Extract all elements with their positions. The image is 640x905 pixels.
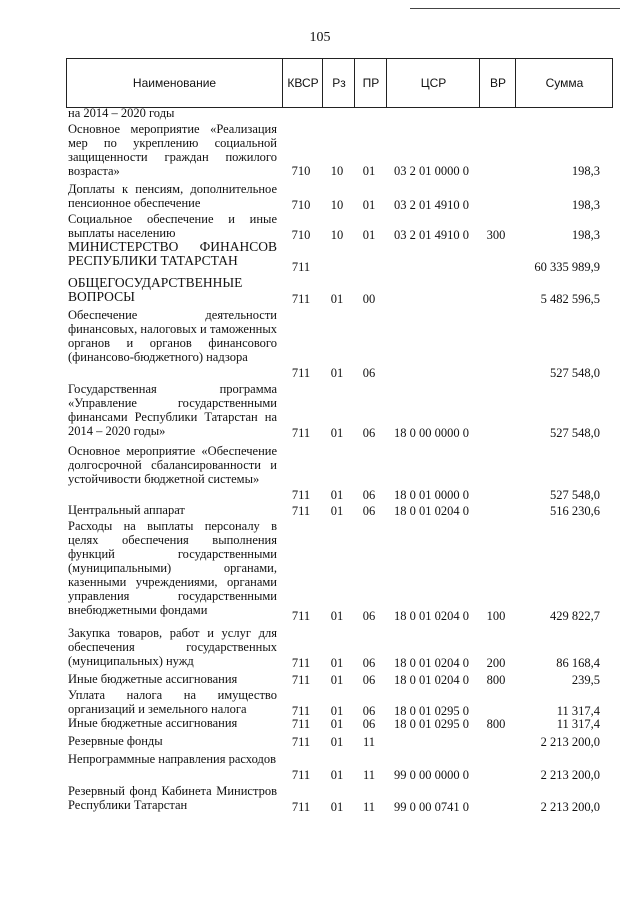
row-csr: 18 0 01 0204 0 (394, 609, 469, 623)
row-sum: 198,3 (571, 198, 600, 212)
row-kvsr: 711 (291, 504, 311, 518)
row-rz: 01 (330, 735, 344, 749)
table-row (0, 716, 640, 731)
table-row (0, 276, 640, 306)
table-row (0, 752, 640, 782)
row-kvsr: 710 (291, 164, 311, 178)
row-name: Иные бюджетные ассигнования (68, 672, 238, 686)
row-pr: 06 (362, 609, 376, 623)
row-name: Уплата налога на имущество организаций и земельного налога (68, 688, 277, 716)
row-kvsr: 711 (291, 704, 311, 718)
row-rz: 01 (330, 292, 344, 306)
row-rz: 01 (330, 704, 344, 718)
row-pr: 06 (362, 704, 376, 718)
table-row (0, 382, 640, 440)
row-vr: 800 (486, 673, 506, 687)
row-vr: 100 (486, 609, 506, 623)
row-kvsr: 711 (291, 366, 311, 380)
row-rz: 01 (330, 800, 344, 814)
row-rz: 01 (330, 673, 344, 687)
row-name: Резервные фонды (68, 734, 163, 748)
table-row (0, 626, 640, 670)
row-name: Государственная программа «Управление государственными финансами Республики Татарстан на 2014 – 2020 годы» (68, 382, 277, 438)
header-kvsr: КВСР (282, 59, 323, 107)
table-row (0, 240, 640, 274)
header-csr: ЦСР (386, 59, 480, 107)
row-rz: 01 (330, 768, 344, 782)
row-sum: 527 548,0 (550, 488, 600, 502)
row-name: Основное мероприятие «Обеспечение долгосрочной сбалансированности и устойчивости бюджетной системы» (68, 444, 277, 486)
row-rz: 01 (330, 426, 344, 440)
row-kvsr: 711 (291, 292, 311, 306)
row-name: Основное мероприятие «Реализация мер по укреплению социальной защищенности граждан пожилого возраста» (68, 122, 277, 178)
table-header (66, 58, 613, 108)
row-csr: 18 0 01 0204 0 (394, 504, 469, 518)
row-csr: 99 0 00 0741 0 (394, 800, 469, 814)
row-csr: 18 0 01 0000 0 (394, 488, 469, 502)
row-sum: 11 317,4 (556, 717, 600, 731)
table-row (0, 784, 640, 814)
header-vr: ВР (479, 59, 516, 107)
row-pr: 11 (362, 735, 376, 749)
row-sum: 527 548,0 (550, 426, 600, 440)
page-number: 105 (309, 30, 331, 45)
row-sum: 11 317,4 (556, 704, 600, 718)
row-kvsr: 711 (291, 260, 311, 274)
row-sum: 2 213 200,0 (540, 735, 600, 749)
row-name: Доплаты к пенсиям, дополнительное пенсионное обеспечение (68, 182, 277, 210)
row-name: МИНИСТЕРСТВО ФИНАНСОВ РЕСПУБЛИКИ ТАТАРСТАН (68, 239, 277, 268)
row-rz: 01 (330, 488, 344, 502)
row-name: ОБЩЕГОСУДАРСТВЕННЫЕ ВОПРОСЫ (68, 275, 243, 304)
row-pr: 06 (362, 673, 376, 687)
row-name: Социальное обеспечение и иные выплаты населению (68, 212, 277, 240)
row-kvsr: 711 (291, 800, 311, 814)
header-pr: ПР (354, 59, 387, 107)
row-rz: 10 (330, 198, 344, 212)
table-row (0, 182, 640, 212)
row-sum: 516 230,6 (550, 504, 600, 518)
row-kvsr: 711 (291, 717, 311, 731)
row-name: Закупка товаров, работ и услуг для обеспечения государственных (муниципальных) нужд (68, 626, 277, 668)
row-csr: 03 2 01 0000 0 (394, 164, 469, 178)
table-row (0, 503, 640, 518)
row-pr: 00 (362, 292, 376, 306)
row-pr: 06 (362, 366, 376, 380)
row-kvsr: 711 (291, 735, 311, 749)
row-name: на 2014 – 2020 годы (68, 106, 175, 120)
table-row (0, 734, 640, 749)
row-sum: 429 822,7 (550, 609, 600, 623)
row-pr: 01 (362, 228, 376, 242)
row-kvsr: 711 (291, 426, 311, 440)
row-csr: 18 0 00 0000 0 (394, 426, 469, 440)
row-csr: 18 0 01 0295 0 (394, 717, 469, 731)
row-name: Обеспечение деятельности финансовых, налоговых и таможенных органов и органов финансового (финансово-бюджетного) надзора (68, 308, 277, 364)
row-rz: 10 (330, 228, 344, 242)
row-sum: 198,3 (571, 164, 600, 178)
row-kvsr: 710 (291, 228, 311, 242)
row-rz: 01 (330, 504, 344, 518)
row-pr: 06 (362, 504, 376, 518)
row-vr: 300 (486, 228, 506, 242)
row-pr: 01 (362, 198, 376, 212)
row-kvsr: 711 (291, 609, 311, 623)
row-rz: 01 (330, 366, 344, 380)
row-csr: 99 0 00 0000 0 (394, 768, 469, 782)
table-row (0, 444, 640, 502)
header-name: Наименование (132, 76, 217, 90)
table-row (0, 212, 640, 242)
row-sum: 2 213 200,0 (540, 800, 600, 814)
row-csr: 03 2 01 4910 0 (394, 228, 469, 242)
header-rz: Рз (322, 59, 355, 107)
row-sum: 239,5 (571, 673, 600, 687)
row-rz: 01 (330, 717, 344, 731)
row-rz: 01 (330, 609, 344, 623)
row-csr: 03 2 01 4910 0 (394, 198, 469, 212)
row-pr: 06 (362, 488, 376, 502)
table-row (0, 672, 640, 687)
row-pr: 06 (362, 426, 376, 440)
row-name: Центральный аппарат (68, 503, 185, 517)
row-name: Иные бюджетные ассигнования (68, 716, 238, 730)
row-pr: 06 (362, 656, 376, 670)
row-sum: 198,3 (571, 228, 600, 242)
row-name: Резервный фонд Кабинета Министров Республики Татарстан (68, 784, 277, 812)
row-kvsr: 710 (291, 198, 311, 212)
table-row (0, 519, 640, 623)
row-name: Непрограммные направления расходов (68, 752, 276, 766)
top-rule (410, 8, 620, 9)
row-kvsr: 711 (291, 488, 311, 502)
row-sum: 86 168,4 (556, 656, 600, 670)
table-row (0, 122, 640, 178)
row-sum: 527 548,0 (550, 366, 600, 380)
row-pr: 11 (362, 768, 376, 782)
row-name: Расходы на выплаты персоналу в целях обеспечения выполнения функций государственными (муниципальными) органами, казенными учреждениями, органами управления государственными внебюджетными фондами (68, 519, 277, 617)
row-sum: 5 482 596,5 (540, 292, 600, 306)
row-pr: 06 (362, 717, 376, 731)
row-csr: 18 0 01 0204 0 (394, 656, 469, 670)
header-sum: Сумма (515, 59, 613, 107)
table-row (0, 688, 640, 718)
row-vr: 200 (486, 656, 506, 670)
row-csr: 18 0 01 0204 0 (394, 673, 469, 687)
row-kvsr: 711 (291, 656, 311, 670)
row-rz: 01 (330, 656, 344, 670)
row-rz: 10 (330, 164, 344, 178)
row-kvsr: 711 (291, 768, 311, 782)
row-vr: 800 (486, 717, 506, 731)
table-row (0, 106, 640, 120)
row-csr: 18 0 01 0295 0 (394, 704, 469, 718)
row-sum: 2 213 200,0 (540, 768, 600, 782)
row-kvsr: 711 (291, 673, 311, 687)
table-row (0, 308, 640, 380)
row-pr: 01 (362, 164, 376, 178)
row-sum: 60 335 989,9 (534, 260, 600, 274)
row-pr: 11 (362, 800, 376, 814)
